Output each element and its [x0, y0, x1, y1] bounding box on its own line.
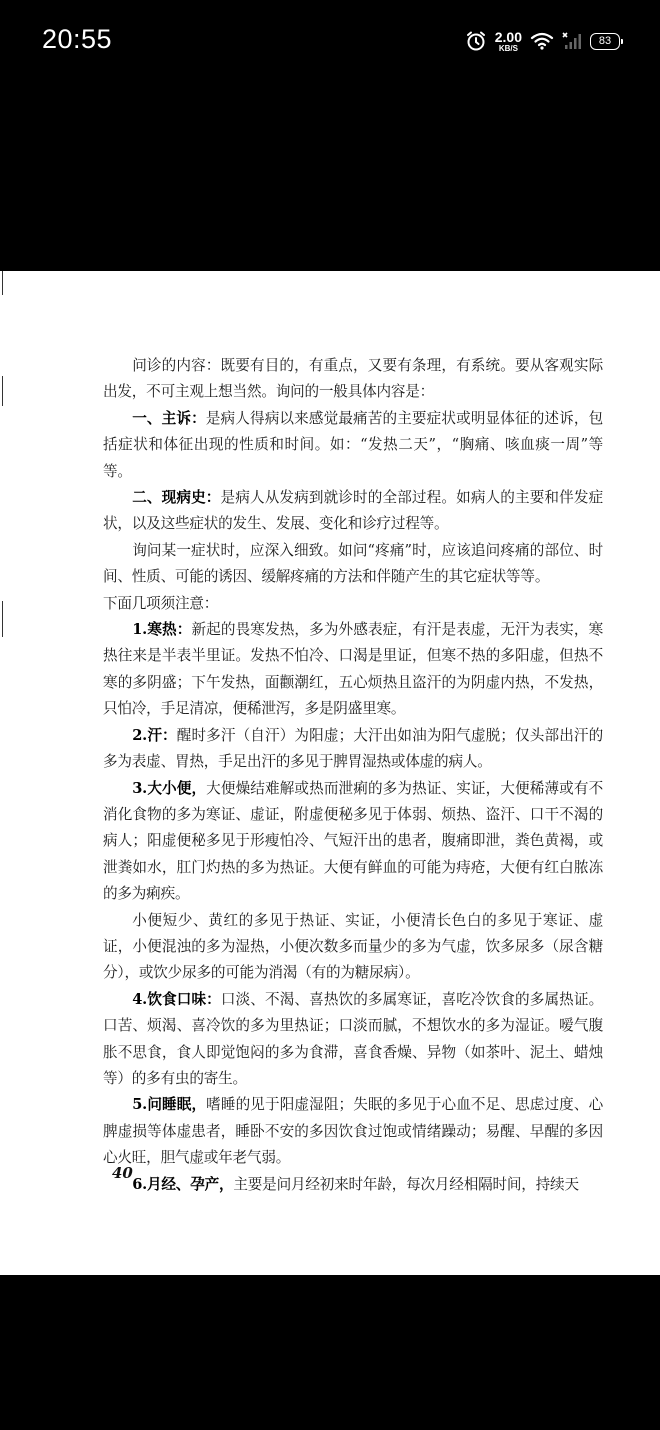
document-paragraph — [103, 987, 603, 1093]
document-paragraph — [103, 776, 603, 908]
status-time: 20:55 — [42, 24, 113, 54]
net-speed — [495, 30, 522, 53]
paragraph-heading: 2.汗： — [132, 726, 177, 744]
paragraph-text: 醒时多汗（自汗）为阳虚；大汗出如油为阳气虚脱；仅头部出汗的多为表虚、胃热，手足出汗的多见于脾胃湿热或体虚的病人。 — [103, 726, 604, 771]
paragraph-heading: 1.寒热： — [132, 621, 192, 639]
document-page — [0, 271, 660, 1275]
paragraph-heading: 3.大小便， — [132, 779, 207, 797]
paragraph-text: 新起的畏寒发热，多为外感表症，有汗是表虚，无汗为表实，寒热往来是半表半里证。发热不怕冷、口渴是里证，但寒不热的多阳虚，但热不寒的多阴盛；下午发热，面颧潮红，五心烦热且盗汗的为阴虚内热，不发热，只怕冷，手足清凉，便稀泄泻，多是阴盛里寒。 — [103, 621, 603, 718]
scan-edge-mark — [2, 376, 3, 406]
paragraph-text: 下面几项须注意： — [103, 594, 219, 612]
paragraph-text: 主要是问月经初来时年龄，每次月经相隔时间，持续天 — [233, 1175, 579, 1193]
document-paragraph — [103, 538, 603, 591]
document-paragraph — [103, 723, 603, 776]
paragraph-text: 大便燥结难解或热而泄痢的多为热证、实证，大便稀薄或有不消化食物的多为寒证、虚证，附虚便秘多见于体弱、烦热、盗汗、口干不渴的病人；阳虚便秘多见于形瘦怕冷、气短汗出的患者，腹痛即泄，粪色黄褐，或泄粪如水，肛门灼热的多为热证。大便有鲜血的可能为痔疮，大便有红白脓冻的多为痢疾。 — [103, 779, 603, 903]
net-speed-value: 2.00 — [494, 28, 522, 45]
status-bar — [0, 0, 660, 80]
document-paragraph — [103, 591, 603, 617]
paragraph-text: 嗜睡的见于阳虚湿阻；失眠的多见于心血不足、思虑过度、心脾虚损等体虚患者，睡卧不安的多因饮食过饱或情绪躁动；易醒、早醒的多因心火旺，胆气虚或年老气弱。 — [103, 1096, 603, 1167]
document-paragraph — [103, 908, 603, 987]
document-paragraph — [103, 353, 603, 406]
net-speed-unit: KB/S — [498, 43, 518, 53]
document-body — [103, 353, 603, 1198]
paragraph-text: 是病人得病以来感觉最痛苦的主要症状或明显体征的述诉，包括症状和体征出现的性质和时间。如：“发热二天”，“胸痛、咳血痰一周”等等。 — [103, 409, 603, 480]
scan-edge-mark — [2, 601, 3, 637]
wifi-icon — [530, 31, 554, 51]
document-paragraph — [103, 1172, 603, 1198]
scan-edge-mark — [2, 271, 3, 295]
signal-icon — [562, 31, 582, 51]
document-paragraph — [103, 617, 603, 723]
paragraph-heading: 一、主诉： — [132, 409, 206, 427]
paragraph-text: 是病人从发病到就诊时的全部过程。如病人的主要和伴发症状，以及这些症状的发生、发展、变化和诊疗过程等。 — [103, 489, 603, 533]
page-number: 40 — [112, 1164, 133, 1182]
document-paragraph — [103, 1092, 603, 1171]
paragraph-text: 问诊的内容：既要有目的，有重点，又要有条理，有系统。要从客观实际出发，不可主观上想当然。询问的一般具体内容是： — [103, 357, 603, 401]
paragraph-heading: 二、现病史： — [132, 489, 221, 507]
battery-icon: 83 — [590, 33, 620, 50]
alarm-icon — [465, 30, 487, 52]
paragraph-heading: 5.问睡眠， — [132, 1096, 207, 1114]
document-paragraph — [103, 485, 603, 538]
paragraph-heading: 4.饮食口味： — [132, 990, 221, 1008]
paragraph-text: 询问某一症状时，应深入细致。如问“疼痛”时，应该追问疼痛的部位、时间、性质、可能的诱因、缓解疼痛的方法和伴随产生的其它症状等等。 — [103, 541, 603, 586]
status-icons — [465, 26, 620, 56]
document-paragraph — [103, 406, 603, 485]
paragraph-heading: 6.月经、孕产， — [132, 1175, 234, 1193]
paragraph-text: 口淡、不渴、喜热饮的多属寒证，喜吃冷饮食的多属热证。口苦、烦渴、喜冷饮的多为里热证；口淡而腻，不想饮水的多为湿证。嗳气腹胀不思食，食人即觉饱闷的多为食滞，喜食香燥、异物（如茶叶、泥土、蜡烛等）的多有虫的寄生。 — [103, 990, 603, 1087]
paragraph-text: 小便短少、黄红的多见于热证、实证，小便清长色白的多见于寒证、虚证，小便混浊的多为湿热，小便次数多而量少的多为气虚，饮多尿多（尿含糖分），或饮少尿多的可能为消渴（有的为糖尿病）。 — [103, 911, 603, 982]
